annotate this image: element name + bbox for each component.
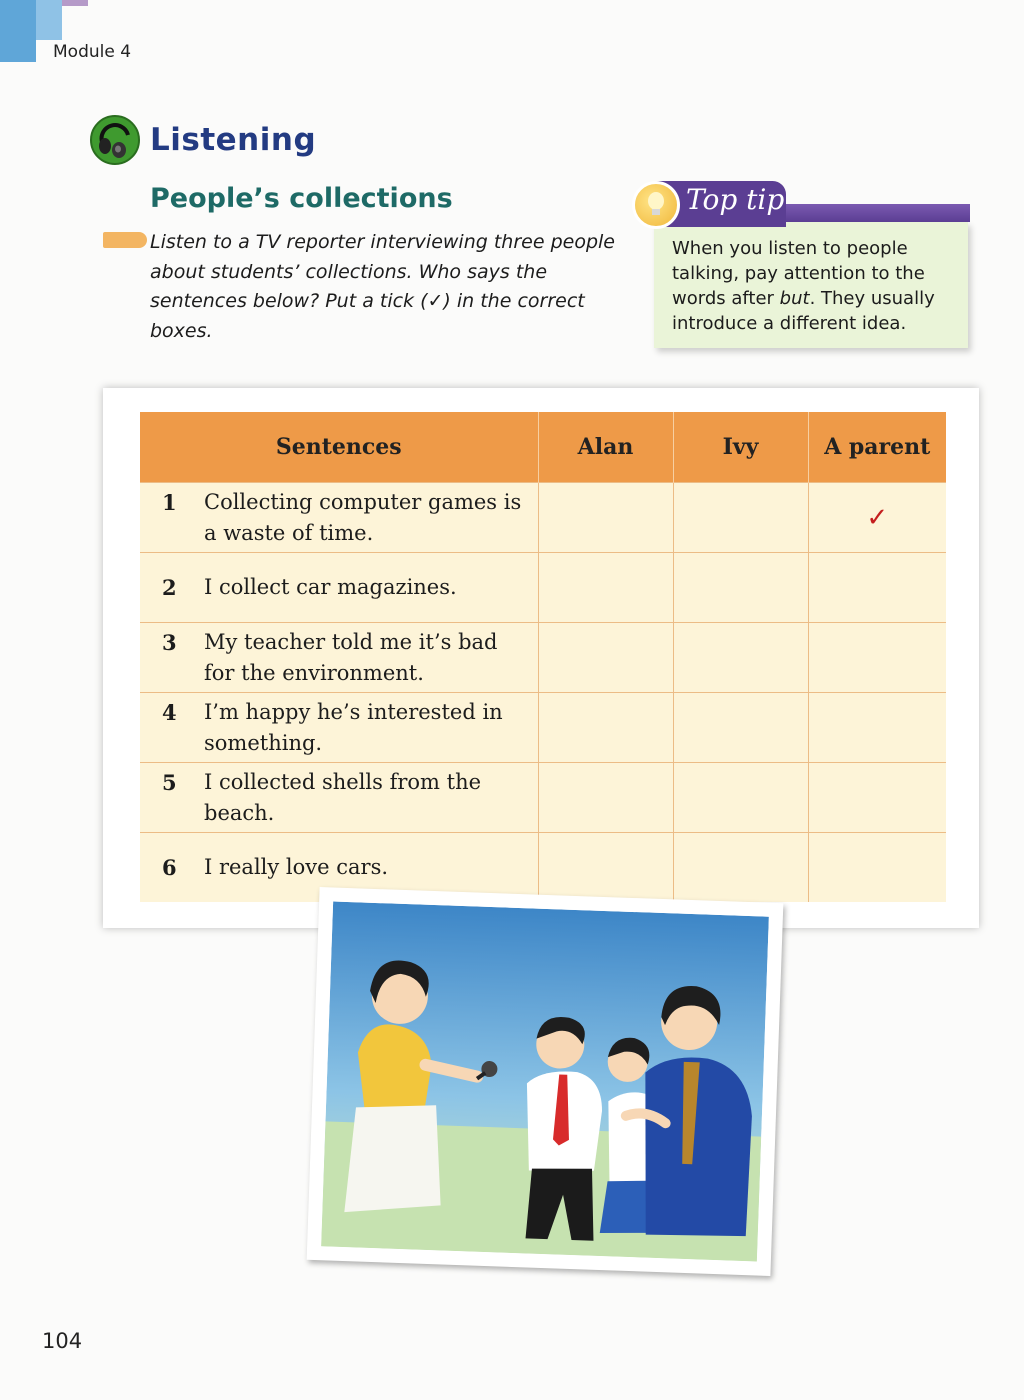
table-row [140,833,946,903]
row-number: 3 [162,629,177,655]
row-number: 1 [162,489,177,515]
sentence-text: I collected shells from the beach. [204,769,482,825]
tick-box-ivy[interactable] [673,763,808,833]
tick-box-parent[interactable] [808,763,946,833]
top-tip-title: Top tip [686,183,785,216]
sentence-text: My teacher told me it’s bad for the environment. [204,629,498,685]
corner-decoration [0,0,36,62]
tip-emphasis: but [779,288,810,309]
tick-box-alan[interactable] [538,623,673,693]
top-tip-text [672,236,968,336]
tick-box-alan[interactable] [538,833,673,903]
row-number: 4 [162,699,177,725]
tick-box-alan[interactable] [538,763,673,833]
tick-box-ivy[interactable] [673,623,808,693]
instruction-bullet [103,232,147,248]
tick-box-ivy[interactable] [673,483,808,553]
tick-box-parent[interactable] [808,553,946,623]
header-sentences: Sentences [140,412,538,483]
module-label: Module 4 [53,42,132,62]
sentence-text: I collect car magazines. [204,575,457,599]
section-title: Listening [150,122,317,158]
header-ivy: Ivy [673,412,808,483]
sentence-cell [140,623,538,693]
tip-text-part: When you listen to people talking, pay attention to the words after [672,238,925,309]
tick-box-parent[interactable] [808,693,946,763]
lightbulb-icon [632,181,680,229]
header-a-parent: A parent [808,412,946,483]
sentence-text: I’m happy he’s interested in something. [204,699,503,755]
tick-box-ivy[interactable] [673,833,808,903]
header-alan: Alan [538,412,673,483]
headphones-icon [88,113,142,165]
corner-decoration-purple [62,0,88,6]
sentence-text: I really love cars. [204,855,389,879]
table-row [140,483,946,553]
row-number: 6 [162,855,177,880]
row-number: 2 [162,575,177,600]
tick-box-parent[interactable]: ✓ [808,483,946,553]
table-row [140,623,946,693]
tick-box-parent[interactable] [808,833,946,903]
instructions-text: Listen to a TV reporter interviewing three people about students’ collections. Who says the sentences below? Put a tick (✓) in the correct boxes. [150,231,615,342]
sentence-cell [140,693,538,763]
sentence-cell [140,553,538,623]
row-number: 5 [162,769,177,795]
tick-box-alan[interactable] [538,483,673,553]
tick-box-alan[interactable] [538,693,673,763]
sentence-text: Collecting computer games is a waste of time. [204,489,522,545]
tip-text-part: . They usually introduce a different idea. [672,288,935,334]
interview-illustration [307,887,784,1276]
sentences-table [140,412,946,902]
sentence-cell [140,483,538,553]
tick-box-parent[interactable] [808,623,946,693]
section-subtitle: People’s collections [150,183,453,214]
sentence-cell [140,763,538,833]
table-header-row [140,412,946,483]
table-row [140,553,946,623]
tick-box-alan[interactable] [538,553,673,623]
table-row [140,763,946,833]
page-number: 104 [42,1329,83,1353]
interview-scene-image [321,901,769,1261]
tick-box-ivy[interactable] [673,553,808,623]
table-row [140,693,946,763]
corner-decoration-light [36,0,62,40]
tick-box-ivy[interactable] [673,693,808,763]
